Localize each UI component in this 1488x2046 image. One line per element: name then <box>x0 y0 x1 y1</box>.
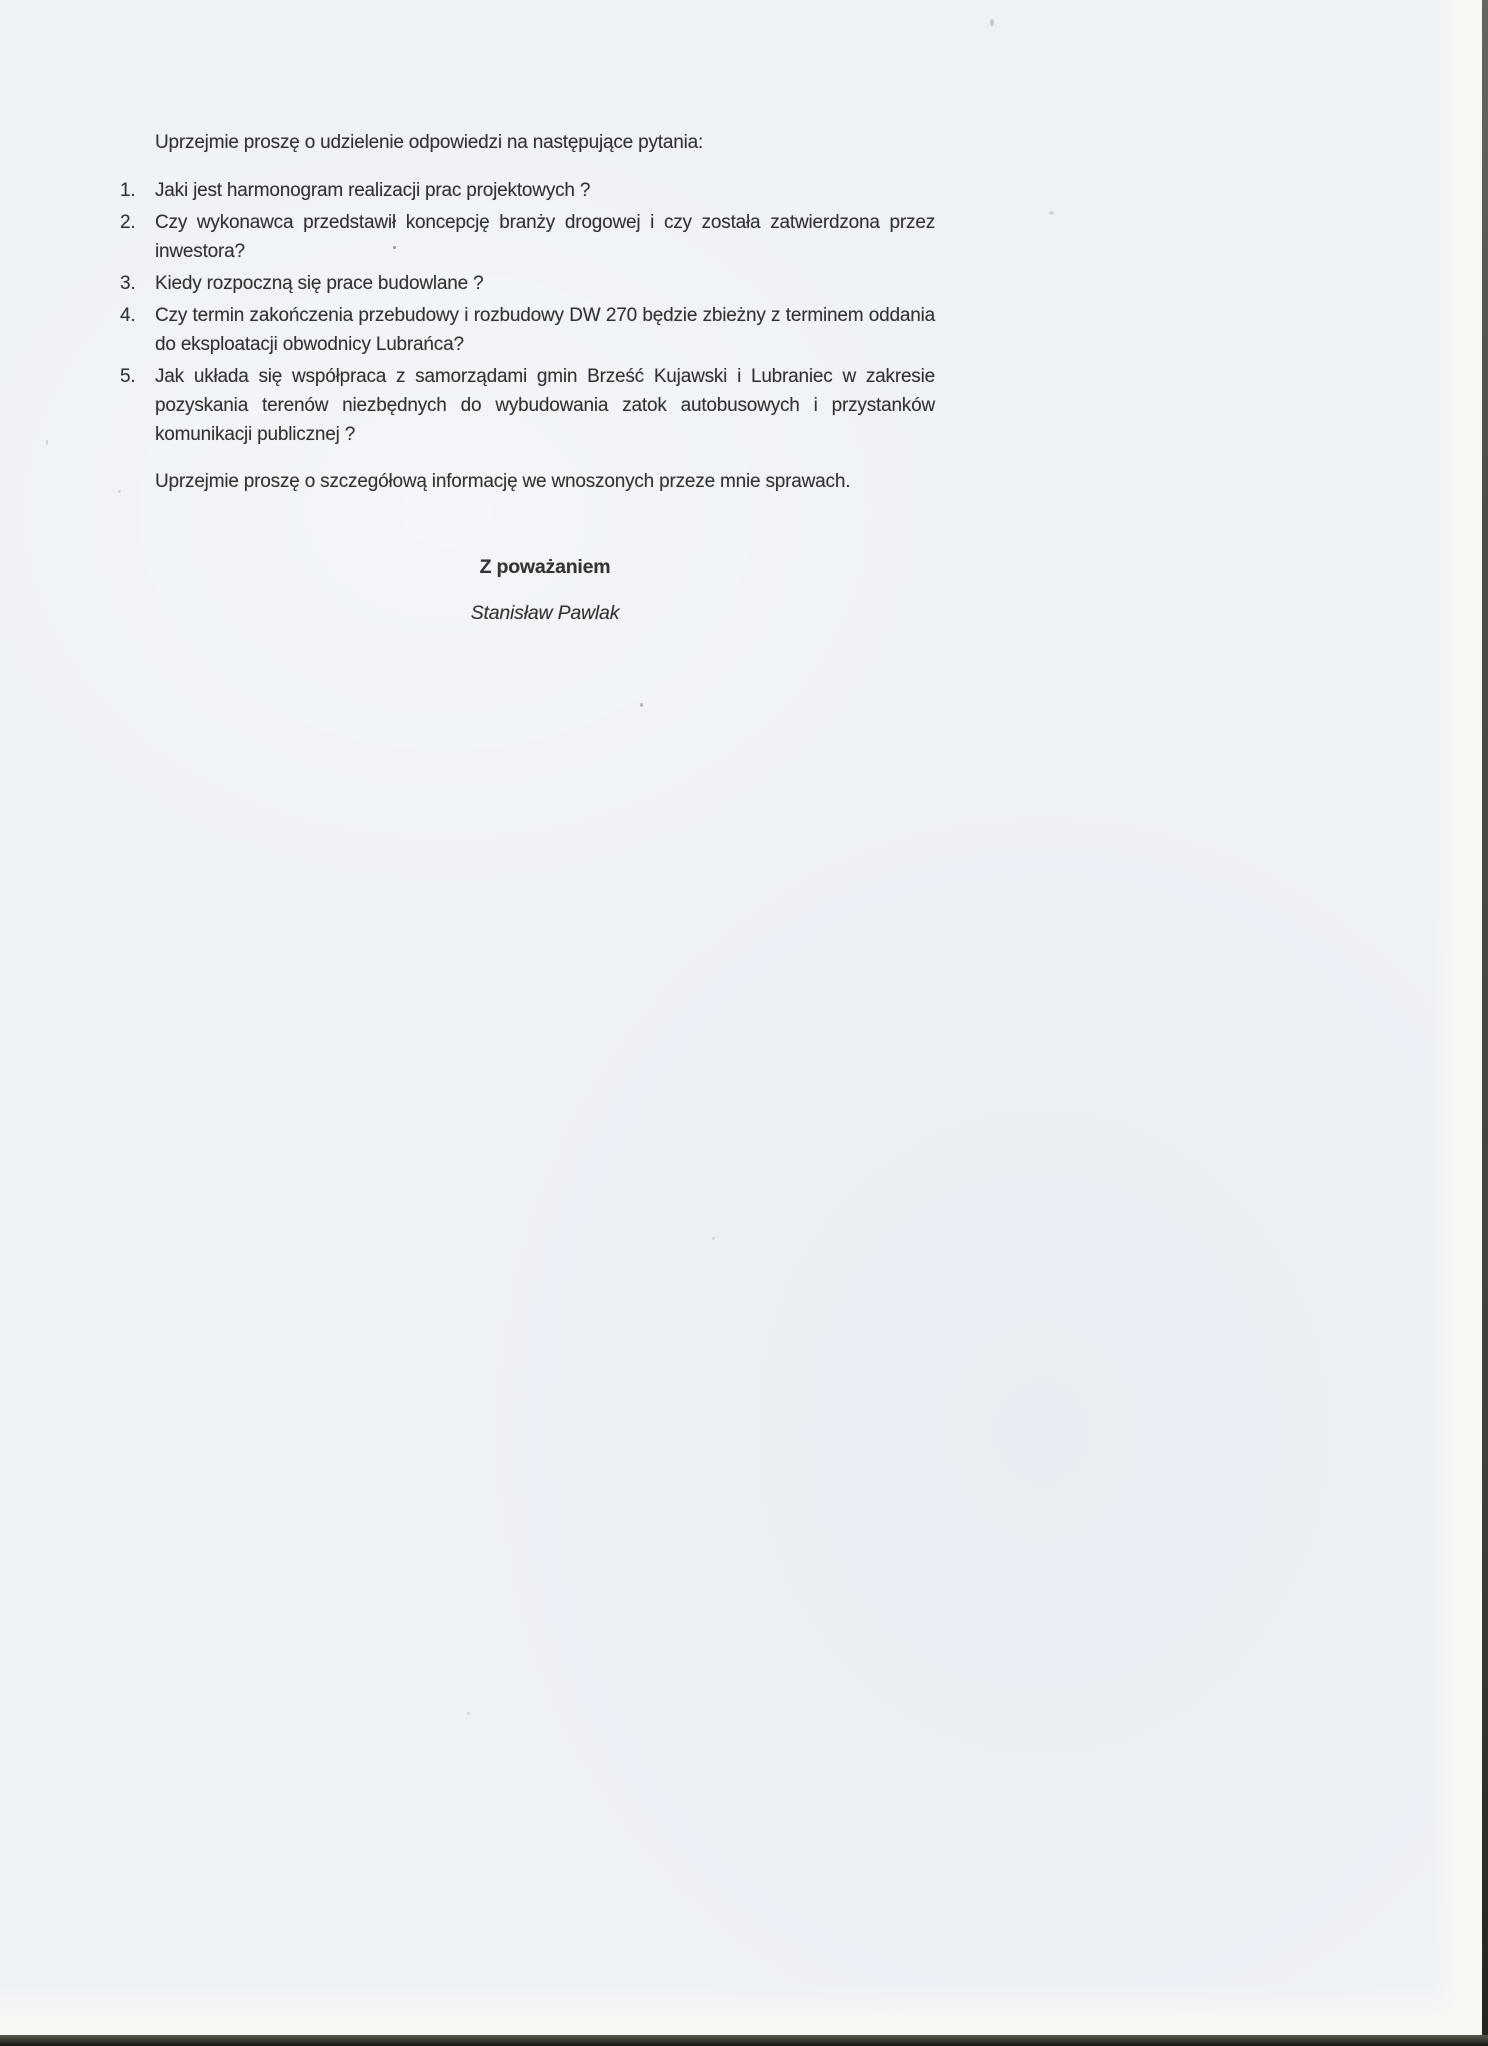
scanner-edge-bottom <box>0 2035 1488 2046</box>
signature-block <box>155 553 935 628</box>
intro-paragraph: Uprzejmie proszę o udzielenie odpowiedzi na następujące pytania: <box>155 132 704 153</box>
question-line: pozyskania terenów niezbędnych do wybudowania zatok autobusowych i przystanków <box>155 395 935 416</box>
scanner-edge-right <box>1482 0 1488 2046</box>
question-line: Czy termin zakończenia przebudowy i rozbudowy DW 270 będzie zbieżny z terminem oddania <box>155 305 935 326</box>
question-line: Jaki jest harmonogram realizacji prac projektowych ? <box>155 180 591 201</box>
question-item-3 <box>118 269 935 298</box>
question-item-4 <box>118 301 935 359</box>
scan-speck <box>1049 211 1054 215</box>
scan-speck <box>46 440 48 445</box>
question-number: 4. <box>120 305 136 326</box>
question-number: 3. <box>120 273 136 294</box>
paper-edge-bottom-highlight <box>0 1987 1488 2035</box>
question-line: Jak układa się współpraca z samorządami gmin Brześć Kujawski i Lubraniec w zakresie <box>155 366 935 387</box>
question-number: 2. <box>120 212 136 233</box>
question-line: komunikacji publicznej ? <box>155 424 356 445</box>
scan-speck <box>712 1237 715 1240</box>
question-line: do eksploatacji obwodnicy Lubrańca? <box>155 334 464 355</box>
question-list <box>118 176 935 449</box>
paper-edge-right-highlight <box>1430 0 1482 2046</box>
question-item-2 <box>118 208 935 266</box>
signature-name: Stanisław Pawlak <box>470 602 620 624</box>
question-line: Kiedy rozpoczną się prace budowlane ? <box>155 273 484 294</box>
closing-paragraph: Uprzejmie proszę o szczegółową informację we wnoszonych przeze mnie sprawach. <box>155 471 851 492</box>
question-item-1 <box>118 176 935 205</box>
question-line: Czy wykonawca przedstawił koncepcję branży drogowej i czy została zatwierdzona przez <box>155 212 935 233</box>
signoff-text: Z poważaniem <box>479 556 611 578</box>
letter-body <box>118 128 935 628</box>
question-item-5 <box>118 362 935 449</box>
scan-speck <box>467 1712 470 1715</box>
question-number: 5. <box>120 366 136 387</box>
scan-speck <box>640 703 643 707</box>
question-line: inwestora? <box>155 241 245 262</box>
scan-speck <box>990 19 994 26</box>
question-number: 1. <box>120 180 136 201</box>
